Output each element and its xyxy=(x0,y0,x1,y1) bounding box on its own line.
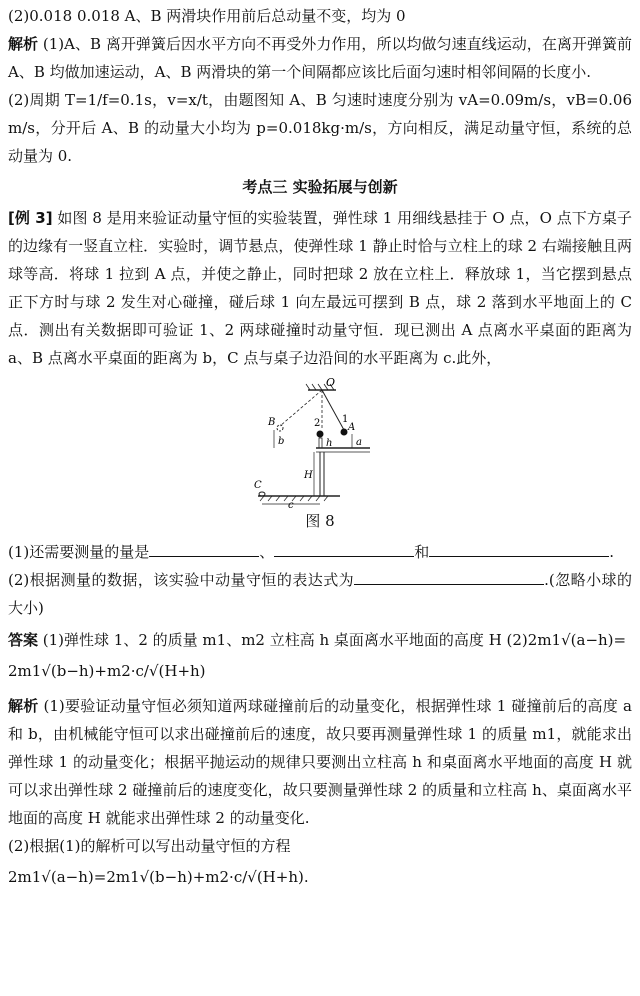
previous-analysis-part2: (2)周期 T=1/f=0.1s，v=x/t，由题图知 A、B 匀速时速度分别为 vA=0.09m/s，vB=0.06 m/s，分开后 A、B 的动量大小均为 p=0.018kg·m/s，方向相反，满足动量守恒，系统的总动量为 0. xyxy=(8,91,632,165)
answer-paragraph xyxy=(8,626,632,654)
ball-2 xyxy=(317,431,324,438)
analysis2-label: 解析 xyxy=(8,697,39,715)
label-h: h xyxy=(326,438,333,449)
q1-sep1: 、 xyxy=(259,543,275,561)
q1-blank-3[interactable] xyxy=(429,540,609,557)
experiment-figure xyxy=(240,378,400,508)
label-c: c xyxy=(288,500,294,508)
example-paragraph xyxy=(8,204,632,372)
q2-blank[interactable] xyxy=(354,568,544,585)
q1-end: . xyxy=(609,543,615,561)
question-2 xyxy=(8,566,632,622)
answer-label: 答案 xyxy=(8,631,39,649)
example-text: 如图 8 是用来验证动量守恒的实验装置，弹性球 1 用细线悬挂于 O 点，O 点下方桌子的边缘有一竖直立柱．实验时，调节悬点，使弹性球 1 静止时恰与立柱上的球 2 右端接触且两球等高．将球 1 拉到 A 点，并使之静止，同时把球 2 放在立柱上．释放球 1，当它摆到悬点正下方时与球 2 发生对心碰撞，碰后球 1 向左最远可摆到 B 点，球 2 落到水平地面上的 C 点．测出有关数据即可验证 1、2 两球碰撞时动量守恒．现已测出 A 点离水平桌面的距离为 a、B 点离水平桌面的距离为 b，C 点与桌子边沿间的水平距离为 c.此外， xyxy=(8,209,632,367)
analysis2-paragraph xyxy=(8,692,632,832)
label-b: b xyxy=(278,436,285,447)
q1-blank-2[interactable] xyxy=(274,540,414,557)
q2-end: .(忽略小球的大小) xyxy=(8,571,633,617)
q1-prefix: (1)还需要测量的量是 xyxy=(8,543,150,561)
q1-blank-1[interactable] xyxy=(149,540,259,557)
label-ball2: 2 xyxy=(314,418,321,429)
label-ball1: 1 xyxy=(342,414,349,425)
document-page xyxy=(0,2,640,996)
analysis2-equation: 2m1√(a−h)=2m1√(b−h)+m2·c/√(H+h). xyxy=(8,868,309,886)
label-a: a xyxy=(356,437,362,448)
section-title: 考点三 实验拓展与创新 xyxy=(242,178,398,196)
answer-text-1: (1)弹性球 1、2 的质量 m1、m2 立柱高 h 桌面离水平地面的高度 H (2)2m1√(a−h)= xyxy=(38,631,627,649)
figure-caption: 图 8 xyxy=(305,512,335,530)
question-1 xyxy=(8,538,632,566)
previous-answer-line: (2)0.018 0.018 A、B 两滑块作用前后总动量不变，均为 0 xyxy=(8,7,406,25)
analysis-label: 解析 xyxy=(8,35,39,53)
string-to-A xyxy=(322,390,344,430)
pillar xyxy=(319,438,322,448)
q1-sep2: 和 xyxy=(414,543,430,561)
answer-line-2: 2m1√(b−h)+m2·c/√(H+h) xyxy=(8,662,206,680)
analysis-text: (1)A、B 离开弹簧后因水平方向不再受外力作用，所以均做匀速直线运动，在离开弹簧前 A、B 均做加速运动，A、B 两滑块的第一个间隔都应该比后面匀速时相邻间隔的长度小. xyxy=(8,35,632,81)
ball-1 xyxy=(341,429,348,436)
analysis2-line2: (2)根据(1)的解析可以写出动量守恒的方程 xyxy=(8,837,291,855)
analysis2-text: (1)要验证动量守恒必须知道两球碰撞前后的动量变化，根据弹性球 1 碰撞前后的高度 a 和 b，由机械能守恒可以求出碰撞前后的速度，故只要再测量弹性球 1 的质量 m1，就能求出弹性球 1 的动量变化；根据平抛运动的规律只要测出立柱高 h 和桌面离水平地面的高度 H 就可以求出弹性球 2 碰撞前后的速度变化，故只要测量弹性球 2 的质量和立柱高 h、桌面离水平地面的高度 H 就能求出弹性球 2 的动量变化. xyxy=(8,697,632,827)
label-A: A xyxy=(348,422,356,433)
label-B: B xyxy=(268,417,276,428)
previous-analysis-paragraph xyxy=(8,30,632,86)
label-C: C xyxy=(254,480,262,491)
label-O: O xyxy=(326,378,336,389)
example-label: [例 3] xyxy=(8,209,53,227)
q2-prefix: (2)根据测量的数据，该实验中动量守恒的表达式为 xyxy=(8,571,355,589)
label-H: H xyxy=(304,470,313,481)
